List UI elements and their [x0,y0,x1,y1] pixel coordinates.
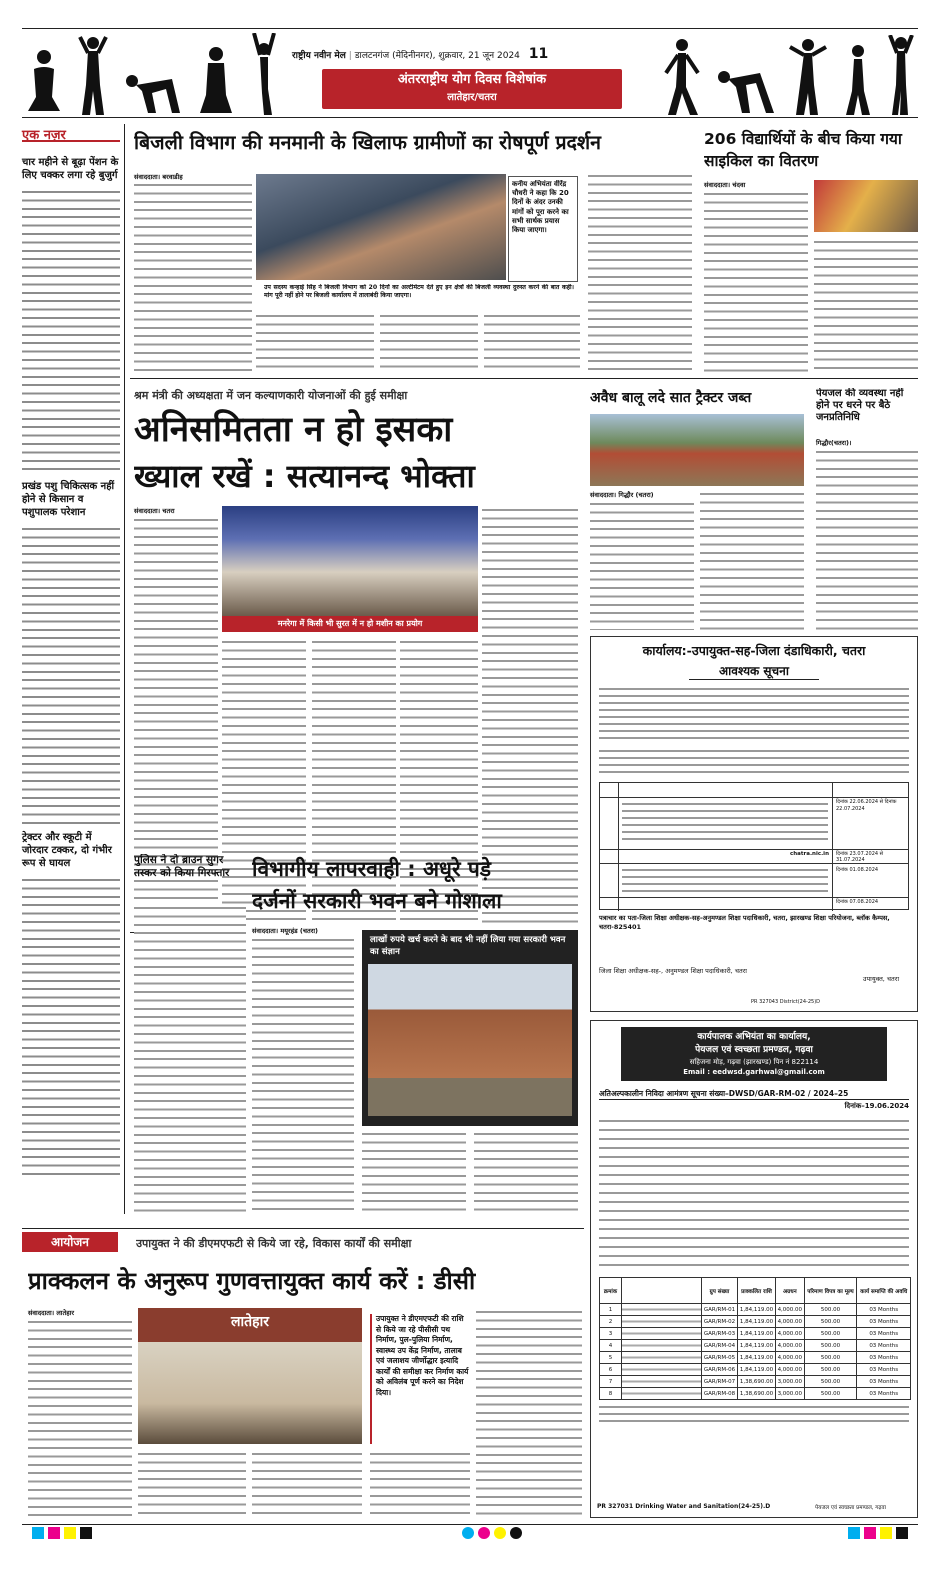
tender-cell-fee: 500.00 [804,1364,857,1376]
cycle-headline: 206 विद्यार्थियों के बीच किया गया साइकिल का वितरण [704,130,902,170]
building-body-col3 [474,1130,578,1214]
dc-body-col5 [476,1308,582,1518]
column-divider [124,124,125,1214]
protest-photo [256,174,506,280]
tender-cell-work [622,1364,702,1376]
yoga-pose-icon [886,35,916,115]
building-dateline: संवाददाता। मयूरहंड (चतरा) [252,927,319,935]
paper-name: राष्ट्रीय नवीन मेल [292,51,346,61]
tender-header-cell: प्राक्कलित राशि [737,1278,775,1304]
tender-table-header [600,1278,911,1304]
protest-dateline: संवाददाता। बरवाडीह [134,173,183,181]
registration-dot-black [510,1527,522,1539]
tractor-photo [590,414,804,486]
tender-cell-amount: 1,38,690.00 [737,1388,775,1400]
registration-dot-magenta [864,1527,876,1539]
table-row [600,1388,911,1400]
tender-cell-fee: 500.00 [804,1328,857,1340]
tender-cell-amount: 1,84,119.00 [737,1364,775,1376]
building-body-col1 [252,936,354,1214]
tender-notice-date: दिनांक–19.06.2024 [844,1102,909,1110]
protest-body-col3 [380,312,478,372]
smuggler-headline: पुलिस ने दो ब्राउन सुगर तस्कर को किया गिरफ्तार [134,854,230,879]
building-headline-line1: विभागीय लापरवाही : अधूरे पड़े [252,857,492,881]
smuggler-body-col1 [134,904,246,1214]
notice-title: आवश्यक सूचना [689,663,819,680]
dc-photo-banner: लातेहार [231,1314,269,1330]
tender-cell-work [622,1388,702,1400]
ek-nazar-item-3 [22,831,120,1176]
registration-dot-yellow [494,1527,506,1539]
tender-cell-amount: 1,38,690.00 [737,1376,775,1388]
tender-header [621,1027,887,1081]
dharna-dateline: गिद्धौर(चतरा)। [816,439,852,447]
minister-kicker: श्रम मंत्री की अध्यक्षता में जन कल्याणकारी योजनाओं की हुई समीक्षा [134,389,408,402]
tender-footnote [599,1404,909,1426]
dc-body-col4 [370,1450,470,1518]
page-number: 11 [528,46,549,62]
tender-email[interactable]: Email : eedwsd.garhwal@gmail.com [683,1068,825,1076]
tender-cell-amount: 1,84,119.00 [737,1316,775,1328]
tender-cell-period: 03 Months [857,1376,911,1388]
tender-cell-fee: 500.00 [804,1388,857,1400]
ek-nazar-headline: प्रखंड पशु चिकित्सक नहीं होने से किसान व पशुपालक परेशान [22,481,115,518]
tender-cell-sl: 8 [600,1388,622,1400]
tender-header-cell: क्रमांक [600,1278,622,1304]
yoga-pose-icon [198,45,234,115]
dharna-headline: पेयजल की व्यवस्था नहीं होने पर धरने पर बैठे जनप्रतिनिधि [816,388,904,423]
cycle-body-col1 [704,190,808,372]
tender-cell-period: 03 Months [857,1316,911,1328]
building-headline-line2: दर्जनों सरकारी भवन बने गोशाला [252,889,502,913]
yoga-silhouette-left-3 [122,59,184,115]
tender-garhwa [590,1020,918,1518]
horizontal-rule [22,1228,584,1229]
registration-dot-magenta [48,1527,60,1539]
tender-cell-emd: 4,000.00 [776,1304,804,1316]
notice-date-4: दिनांक 07.08.2024 [836,899,879,905]
ek-nazar-headline: ट्रेक्टर और स्कूटी में जोरदार टक्कर, दो गंभीर रूप से घायल [22,832,112,869]
minister-headline-line2: ख्याल रखें : सत्यानन्द भोक्ता [134,457,475,495]
tender-cell-work [622,1376,702,1388]
dc-kicker: उपायुक्त ने की डीएमएफटी से किये जा रहे, विकास कार्यों की समीक्षा [136,1237,412,1250]
protest-body-col5 [588,172,692,372]
yoga-pose-icon [840,43,876,115]
dateline: डालटनगंज (मेदिनीनगर), शुक्रवार, 21 जून 2024 [354,51,520,61]
tender-cell-group: GAR/RM-07 [702,1376,738,1388]
building-photo-box [362,930,578,1126]
registration-dot-black [80,1527,92,1539]
protest-body-col1 [134,181,252,371]
registration-dot-yellow [64,1527,76,1539]
yoga-silhouette-left-4 [198,45,234,115]
ek-nazar-label [22,124,120,142]
yoga-silhouette-right-2 [716,49,776,115]
tender-signoff: पेयजल एवं स्वच्छता प्रमण्डल, गढ़वा [815,1505,886,1511]
registration-dot-black [896,1527,908,1539]
tractor-dateline: संवाददाता। गिद्धौर (चतरा) [590,491,654,499]
protest-body-col4 [484,312,580,372]
dc-tag: आयोजन [22,1232,118,1252]
protest-body-col2 [256,312,374,372]
tender-cell-emd: 3,000.00 [776,1376,804,1388]
registration-dot-magenta [478,1527,490,1539]
protest-headline: बिजली विभाग की मनमानी के खिलाफ ग्रामीणों का रोषपूर्ण प्रदर्शन [134,131,601,154]
tender-cell-fee: 500.00 [804,1340,857,1352]
tender-cell-group: GAR/RM-02 [702,1316,738,1328]
tractor-headline: अवैध बालू लदे सात ट्रैक्टर जब्त [590,390,752,406]
ek-nazar-column [22,124,120,1214]
tender-cell-amount: 1,84,119.00 [737,1340,775,1352]
tender-table [599,1277,911,1400]
ek-nazar-item-2 [22,480,120,825]
notice-pr-number: PR 327043 District(24-25)D [751,999,820,1005]
notice-paragraph-2 [599,748,909,776]
tender-cell-period: 03 Months [857,1388,911,1400]
notice-signature-right: उपायुक्त, चतरा [862,975,900,983]
tender-header-cell [622,1278,702,1304]
building-photo [368,964,572,1116]
tender-cell-work [622,1304,702,1316]
tender-cell-work [622,1328,702,1340]
protest-caption: उप सदस्य कन्हाई सिंह ने बिजली विभाग को 20 दिनों का अल्टीमेटम देते हुए इन क्षेत्रों की बिजली व्यवस्था दुरुस्त करने की बात कही। मांग पूरी नहीं होने पर बिजली कार्यालय में तालाबंदी किया जाएगा। [264,284,574,300]
tender-cell-group: GAR/RM-06 [702,1364,738,1376]
tender-cell-emd: 4,000.00 [776,1316,804,1328]
yoga-pose-icon [122,59,184,115]
masthead: राष्ट्रीय नवीन मेल | डालटनगंज (मेदिनीनगर), शुक्रवार, 21 जून 2024 11 अंतरराष्ट्रीय योग दिवस विशेषांक लातेहार/चतरा [22,28,918,118]
tender-cell-sl: 3 [600,1328,622,1340]
tender-header-cell: अग्रधन [776,1278,804,1304]
protest-pullquote-box [508,176,578,282]
tractor-body-col2 [700,490,804,630]
special-title: अंतरराष्ट्रीय योग दिवस विशेषांक [397,72,547,87]
minister-photo-caption: मनरेगा में किसी भी सुरत में न हो मशीन का प्रयोग [222,616,478,632]
yoga-pose-icon [662,37,702,115]
yoga-silhouette-left-5 [248,33,280,115]
tender-cell-fee: 500.00 [804,1316,857,1328]
minister-photo [222,506,478,616]
notice-date-1: दिनांक 22.06.2024 से दिनांक 22.07.2024 [836,799,897,812]
ek-nazar-body [22,876,120,1176]
table-row [600,1316,911,1328]
table-row [600,1304,911,1316]
ek-nazar-body [22,188,120,474]
yoga-silhouette-left-2 [78,35,108,115]
ek-nazar-headline: चार महीने से बूढ़ा पेंशन के लिए चक्कर लगा रहे बुजुर्ग [22,157,119,181]
tender-cell-emd: 3,000.00 [776,1388,804,1400]
tender-cell-emd: 4,000.00 [776,1328,804,1340]
notice-signature-left: जिला शिक्षा अधीक्षक-सह-, अनुमण्डल शिक्षा पदाधिकारी, चतरा [599,967,747,975]
dc-body-col3 [252,1450,362,1518]
tender-pr-number: PR 327031 Drinking Water and Sanitation(24-25).D [597,1503,771,1510]
tender-cell-period: 03 Months [857,1364,911,1376]
protest-pullquote: कनीय अभियंता वीरेंद्र चौधरी ने कहा कि 20 दिनों के अंदर उनकी मांगों को पूरा करने का सभी सार्थक प्रयास किया जाएगा। [512,180,569,235]
section-title: लातेहार/चतरा [447,92,497,103]
tender-cell-work [622,1316,702,1328]
notice-office: कार्यालय:-उपायुक्त-सह-जिला दंडाधिकारी, चतरा [642,643,866,658]
tender-cell-group: GAR/RM-08 [702,1388,738,1400]
notice-date-3: दिनांक 01.08.2024 [836,867,879,873]
dc-photo [138,1308,362,1444]
yoga-pose-icon [716,49,776,115]
notice-paragraph [599,686,909,742]
building-body-col2 [362,1130,466,1214]
tender-cell-group: GAR/RM-01 [702,1304,738,1316]
tender-cell-group: GAR/RM-03 [702,1328,738,1340]
notice-footer: पत्राचार का पता-जिला शिक्षा अधीक्षक-सह-अनुमण्डल शिक्षा पदाधिकारी, चतरा, झारखण्ड शिक्षा परियोजना, ब्लॉक कैम्पस, चतरा-825401 [599,914,890,931]
tender-cell-period: 03 Months [857,1340,911,1352]
tender-office-line3: सहिजना मोड़, गढ़वा (झारखण्ड) पिन नं 822114 [689,1058,819,1066]
tender-header-cell: कार्य समाप्ति की अवधि [857,1278,911,1304]
yoga-pose-icon [248,33,280,115]
tender-cell-emd: 4,000.00 [776,1352,804,1364]
dharna-body [816,448,918,630]
tender-office-line1: कार्यपालक अभियंता का कार्यालय, [697,1032,811,1042]
yoga-silhouette-left [26,47,62,113]
tender-cell-fee: 500.00 [804,1352,857,1364]
tender-cell-period: 03 Months [857,1328,911,1340]
yoga-silhouette-right-4 [840,43,876,115]
tender-cell-sl: 2 [600,1316,622,1328]
tender-cell-period: 03 Months [857,1304,911,1316]
notice-link[interactable]: chatra.nic.in [790,851,829,857]
minister-headline-line1: अनिसमितता न हो इसका [134,410,453,450]
registration-dot-cyan [32,1527,44,1539]
ek-nazar-body [22,525,120,825]
dc-body-col2 [138,1450,246,1518]
tender-cell-amount: 1,84,119.00 [737,1328,775,1340]
tender-cell-amount: 1,84,119.00 [737,1352,775,1364]
minister-dateline: संवाददाता। चतरा [134,507,175,515]
yoga-pose-icon [78,35,108,115]
cycle-dateline: संवाददाता। चंदवा [704,181,746,189]
tender-cell-group: GAR/RM-05 [702,1352,738,1364]
tender-cell-amount: 1,84,119.00 [737,1304,775,1316]
tender-cell-fee: 500.00 [804,1304,857,1316]
registration-dot-cyan [848,1527,860,1539]
ek-nazar-label-text: एक नज़र [22,128,66,143]
tender-office-line2: पेयजल एवं स्वच्छता प्रमण्डल, गढ़वा [695,1045,813,1055]
tender-notice-no: अतिअल्पकालीन निविदा आमंत्रण सूचना संख्या–DWSD/GAR-RM-02 / 2024–25 [599,1089,909,1100]
registration-dot-cyan [462,1527,474,1539]
horizontal-rule [130,378,918,379]
registration-bar [22,1524,918,1538]
tender-cell-sl: 4 [600,1340,622,1352]
tender-cell-sl: 7 [600,1376,622,1388]
notice-date-2: दिनांक 23.07.2024 से 31.07.2024 [836,851,884,863]
cycle-body-col2 [814,238,918,372]
dc-pullquote: उपायुक्त ने डीएमएफटी की राशि से किये जा रहे पीसीसी पथ निर्माण, पुल-पुलिया निर्माण, स्वास्थ्य उप केंद्र निर्माण, तालाब एवं जलाशय जीर्णोद्धार इत्यादि कार्यों की समीक्षा कर निर्माण कार्य को अविलंब पूर्ण करने का निदेश दिया। [370,1314,470,1444]
tender-cell-emd: 4,000.00 [776,1364,804,1376]
dc-headline: प्राक्कलन के अनुरूप गुणवत्तायुक्त कार्य करें : डीसी [28,1267,476,1295]
dc-body-col1 [28,1318,132,1518]
ek-nazar-item-1 [22,156,120,474]
tender-cell-sl: 1 [600,1304,622,1316]
yoga-silhouette-right-5 [886,35,916,115]
notice-chatra [590,636,918,1012]
table-row [600,1352,911,1364]
notice-table [599,782,909,910]
tender-cell-group: GAR/RM-04 [702,1340,738,1352]
tender-cell-fee: 500.00 [804,1376,857,1388]
table-row [600,1328,911,1340]
tractor-body-col1 [590,500,694,630]
dc-dateline: संवाददाता। लातेहार [28,1309,74,1317]
building-photo-caption: लाखों रुपये खर्च करने के बाद भी नहीं लिया गया सरकारी भवन का संज्ञान [370,935,566,957]
cycle-photo [814,180,918,232]
tender-cell-work [622,1352,702,1364]
special-banner [322,69,622,109]
tender-cell-sl: 5 [600,1352,622,1364]
yoga-pose-icon [26,47,62,113]
tender-cell-sl: 6 [600,1364,622,1376]
tender-cell-emd: 4,000.00 [776,1340,804,1352]
table-row [600,1376,911,1388]
table-row [600,1340,911,1352]
tender-header-cell: परिमाण विपत्र का मूल्य [804,1278,857,1304]
table-row [600,1364,911,1376]
tender-cell-period: 03 Months [857,1352,911,1364]
yoga-silhouette-right [662,37,702,115]
yoga-silhouette-right-3 [788,37,828,115]
tender-header-cell: ग्रुप संख्या [702,1278,738,1304]
registration-dot-yellow [880,1527,892,1539]
yoga-pose-icon [788,37,828,115]
tender-cell-work [622,1340,702,1352]
tender-details [599,1117,909,1271]
